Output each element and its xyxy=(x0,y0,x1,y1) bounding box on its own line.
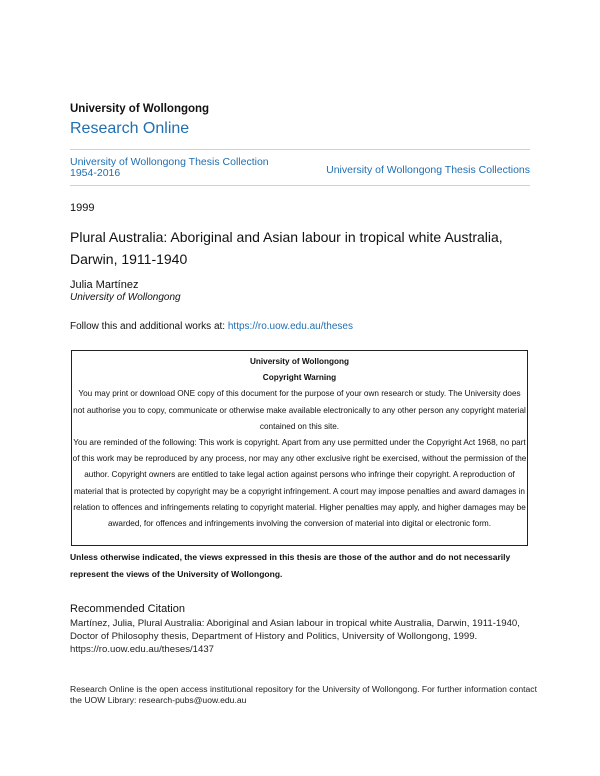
copyright-warning-box xyxy=(71,350,528,546)
author-name: Julia Martínez xyxy=(70,279,139,291)
bottom-divider xyxy=(70,185,530,186)
thesis-title: Plural Australia: Aboriginal and Asian labour in tropical white Australia, Darwin, 1911-1940 xyxy=(70,229,503,267)
top-divider xyxy=(70,149,530,150)
institution-name: University of Wollongong xyxy=(70,103,210,115)
collection-link-left[interactable]: University of Wollongong Thesis Collection 1954-2016 xyxy=(70,156,269,179)
theses-link[interactable]: https://ro.uow.edu.au/theses xyxy=(227,321,353,332)
repository-footer: Research Online is the open access institutional repository for the University of Wollongong. For further information contact the UOW Library: research-pubs@uow.edu.au xyxy=(70,684,537,705)
recommended-citation-heading: Recommended Citation xyxy=(70,603,185,615)
warning-institution: University of Wollongong xyxy=(249,357,349,366)
follow-line xyxy=(70,321,353,332)
follow-prefix: Follow this and additional works at: xyxy=(70,321,228,332)
publication-year: 1999 xyxy=(70,202,95,214)
warning-paragraph-1: You may print or download ONE copy of this document for the purpose of your own research or study. The University does not authorise you to copy, communicate or otherwise make available electronically to any other person any copyright material contained on this site. xyxy=(73,389,526,431)
warning-paragraph-2: You are reminded of the following: This work is copyright. Apart from any use permitted under the Copyright Act 1968, no part of this work may be reproduced by any process, nor may any other exclusive right be exercised, without the permission of the author. Copyright owners are entitled to take legal action against persons who infringe their copyright. A reproduction of material that is protected by copyright may be a copyright infringement. A court may impose penalties and award damages in relation to offences and infringements relating to copyright material. Higher penalties may apply, and higher damages may be awarded, for offences and infringements involving the conversion of material into digital or electronic form. xyxy=(72,438,527,529)
warning-heading: Copyright Warning xyxy=(262,373,337,383)
collection-link-right[interactable]: University of Wollongong Thesis Collections xyxy=(326,164,530,176)
author-affiliation: University of Wollongong xyxy=(70,292,181,303)
recommended-citation-text: Martínez, Julia, Plural Australia: Aboriginal and Asian labour in tropical white Australia, Darwin, 1911-1940, Doctor of Philosophy thesis, Department of History and Politics, University of Wollongong, 1999. https://ro.uow.edu.au/theses/1437 xyxy=(70,618,520,655)
views-disclaimer: Unless otherwise indicated, the views expressed in this thesis are those of the author and do not necessarily represent the views of the University of Wollongong. xyxy=(70,552,511,579)
repository-link[interactable]: Research Online xyxy=(70,120,190,137)
